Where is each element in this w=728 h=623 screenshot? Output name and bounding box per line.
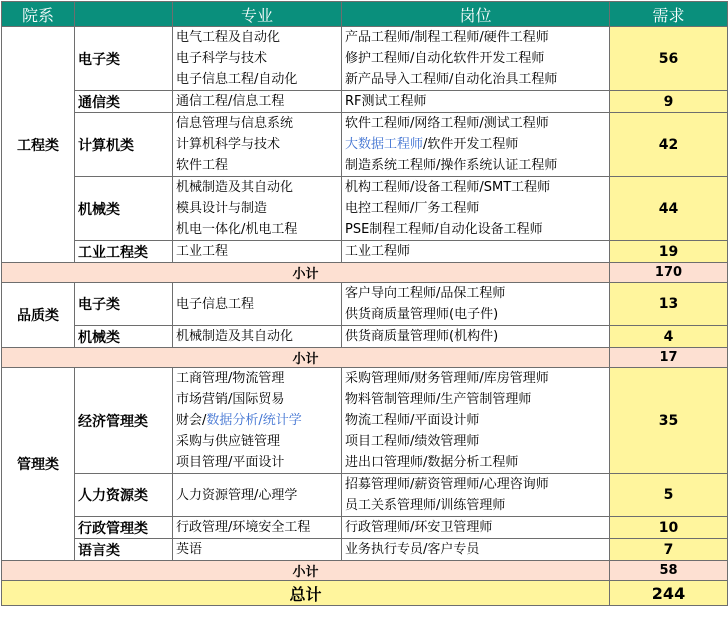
header-row	[2, 2, 728, 27]
header-dept: 院系	[2, 2, 75, 27]
demand-value: 44	[610, 177, 728, 241]
position-item: 进出口管理师/数据分析工程师	[345, 455, 519, 470]
major-item: 行政管理/环境安全工程	[176, 520, 311, 535]
category-mechanical: 机械类	[75, 326, 173, 348]
position-item: 行政管理师/环安卫管理师	[345, 520, 493, 535]
subtotal-label: 小计	[2, 348, 610, 368]
demand-value: 4	[610, 326, 728, 348]
position-cell	[342, 113, 610, 177]
demand-value: 19	[610, 241, 728, 263]
major-cell	[173, 539, 342, 561]
total-value: 244	[610, 581, 728, 606]
major-item: 电子信息工程/自动化	[176, 72, 298, 87]
major-item: 通信工程/信息工程	[176, 94, 285, 109]
position-item	[345, 134, 606, 155]
subtotal-row	[2, 263, 728, 283]
major-cell	[173, 91, 342, 113]
major-item: 项目管理/平面设计	[176, 455, 285, 470]
recruitment-demand-table	[1, 1, 728, 606]
subtotal-label: 小计	[2, 561, 610, 581]
total-row	[2, 581, 728, 606]
category-economics: 经济管理类	[75, 368, 173, 474]
table-row	[2, 177, 728, 241]
category-computer: 计算机类	[75, 113, 173, 177]
major-item: 机械制造及其自动化	[176, 180, 294, 195]
demand-value: 5	[610, 474, 728, 517]
major-cell	[173, 283, 342, 326]
category-hr: 人力资源类	[75, 474, 173, 517]
position-item: 软件工程师/网络工程师/测试工程师	[345, 116, 549, 131]
position-item: 电控工程师/厂务工程师	[345, 201, 480, 216]
table-row	[2, 368, 728, 474]
major-cell	[173, 368, 342, 474]
header-demand: 需求	[610, 2, 728, 27]
table-row	[2, 283, 728, 326]
dept-quality: 品质类	[2, 283, 75, 348]
major-item: 电子科学与技术	[176, 51, 268, 66]
demand-value: 42	[610, 113, 728, 177]
subtotal-value: 170	[610, 263, 728, 283]
position-rest: /软件开发工程师	[423, 137, 519, 152]
position-item: 招募管理师/薪资管理师/心理咨询师	[345, 477, 549, 492]
major-item	[176, 410, 338, 431]
position-item: 制造系统工程师/操作系统认证工程师	[345, 158, 558, 173]
major-item: 计算机科学与技术	[176, 137, 281, 152]
table-row	[2, 474, 728, 517]
major-item: 信息管理与信息系统	[176, 116, 294, 131]
major-cell	[173, 113, 342, 177]
total-label: 总计	[2, 581, 610, 606]
category-mechanical: 机械类	[75, 177, 173, 241]
position-item: 修护工程师/自动化软件开发工程师	[345, 51, 545, 66]
table-row	[2, 91, 728, 113]
table-row	[2, 241, 728, 263]
category-industrial: 工业工程类	[75, 241, 173, 263]
major-item: 软件工程	[176, 158, 229, 173]
position-cell	[342, 91, 610, 113]
table-row	[2, 326, 728, 348]
position-item: 项目工程师/绩效管理师	[345, 434, 480, 449]
table-row	[2, 27, 728, 91]
category-admin: 行政管理类	[75, 517, 173, 539]
position-item: 产品工程师/制程工程师/硬件工程师	[345, 30, 549, 45]
position-cell	[342, 517, 610, 539]
demand-value: 56	[610, 27, 728, 91]
position-item: 客户导向工程师/品保工程师	[345, 286, 506, 301]
major-item: 工商管理/物流管理	[176, 371, 285, 386]
position-item: RF测试工程师	[345, 94, 427, 109]
major-cell	[173, 326, 342, 348]
subtotal-value: 58	[610, 561, 728, 581]
position-item: 新产品导入工程师/自动化治具工程师	[345, 72, 558, 87]
position-item: 物料管制管理师/生产管制管理师	[345, 392, 532, 407]
major-cell	[173, 241, 342, 263]
subtotal-label: 小计	[2, 263, 610, 283]
demand-value: 13	[610, 283, 728, 326]
position-item: 工业工程师	[345, 244, 411, 259]
major-item: 人力资源管理/心理学	[176, 487, 298, 503]
major-item: 市场营销/国际贸易	[176, 392, 285, 407]
position-cell	[342, 27, 610, 91]
demand-value: 35	[610, 368, 728, 474]
position-cell	[342, 368, 610, 474]
major-cell	[173, 177, 342, 241]
category-electronics: 电子类	[75, 283, 173, 326]
subtotal-row	[2, 561, 728, 581]
position-item: 供货商质量管理师(电子件)	[345, 307, 499, 322]
dept-management: 管理类	[2, 368, 75, 561]
position-cell	[342, 474, 610, 517]
subtotal-row	[2, 348, 728, 368]
major-item: 英语	[176, 542, 203, 557]
demand-value: 9	[610, 91, 728, 113]
position-cell	[342, 241, 610, 263]
major-plain: 财会/	[176, 413, 207, 428]
demand-value: 10	[610, 517, 728, 539]
table-row	[2, 517, 728, 539]
position-item: 业务执行专员/客户专员	[345, 542, 480, 557]
header-major: 专业	[173, 2, 342, 27]
position-item: 物流工程师/平面设计师	[345, 413, 480, 428]
position-cell	[342, 539, 610, 561]
category-telecom: 通信类	[75, 91, 173, 113]
position-cell	[342, 326, 610, 348]
major-item: 机械制造及其自动化	[176, 329, 294, 344]
position-item: 供货商质量管理师(机构件)	[345, 329, 499, 344]
table-row	[2, 539, 728, 561]
dept-engineering: 工程类	[2, 27, 75, 263]
major-item: 电子信息工程	[176, 296, 255, 312]
header-position: 岗位	[342, 2, 610, 27]
major-item: 机电一体化/机电工程	[176, 222, 298, 237]
subtotal-value: 17	[610, 348, 728, 368]
highlighted-position: 大数据工程师	[345, 137, 424, 152]
position-item: 机构工程师/设备工程师/SMT工程师	[345, 180, 551, 195]
major-item: 电气工程及自动化	[176, 30, 281, 45]
header-category-spacer	[75, 2, 173, 27]
highlighted-major: 数据分析/统计学	[206, 413, 302, 428]
position-cell	[342, 283, 610, 326]
major-item: 工业工程	[176, 244, 229, 259]
major-cell	[173, 27, 342, 91]
major-cell	[173, 517, 342, 539]
major-item: 采购与供应链管理	[176, 434, 281, 449]
category-language: 语言类	[75, 539, 173, 561]
position-item: 员工关系管理师/训练管理师	[345, 498, 506, 513]
position-cell	[342, 177, 610, 241]
category-electronics: 电子类	[75, 27, 173, 91]
major-item: 模具设计与制造	[176, 201, 268, 216]
position-item: PSE制程工程师/自动化设备工程师	[345, 222, 543, 237]
major-cell	[173, 474, 342, 517]
demand-value: 7	[610, 539, 728, 561]
position-item: 采购管理师/财务管理师/库房管理师	[345, 371, 549, 386]
table-row	[2, 113, 728, 177]
